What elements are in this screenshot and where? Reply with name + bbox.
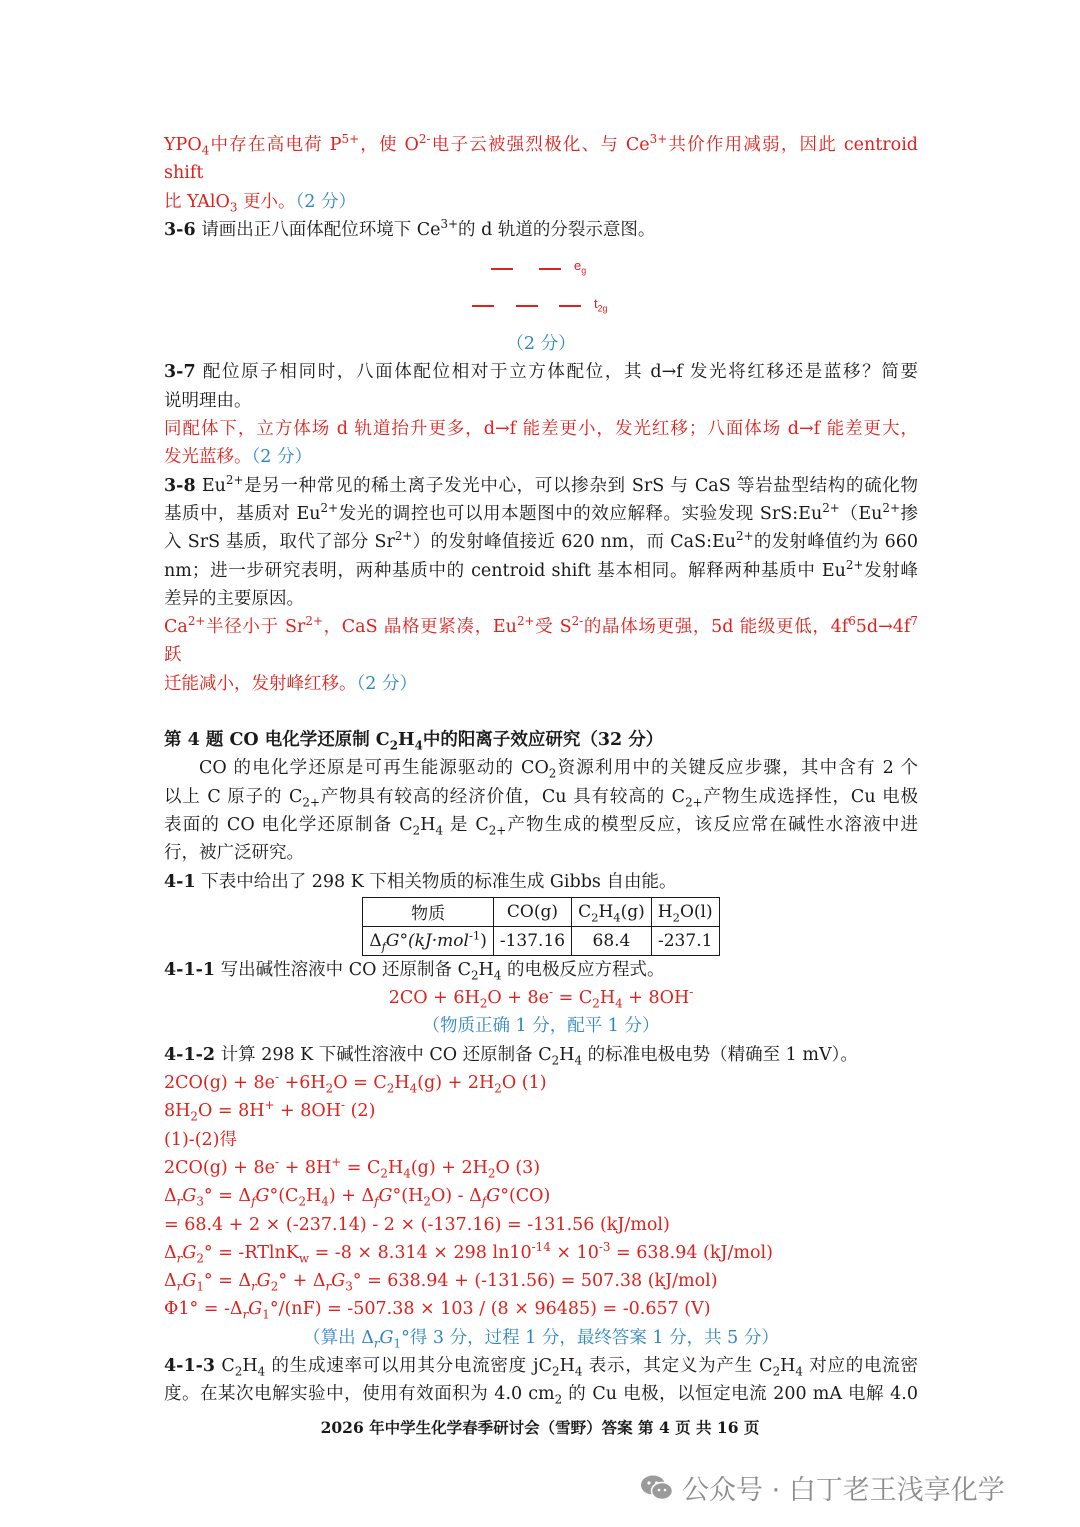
answer-3-8-line2: 迁能减小，发射峰红移。（2 分） xyxy=(164,673,417,694)
t2g-level-2 xyxy=(516,305,538,307)
question-3-6: 3-6 请画出正八面体配位环境下 $Ce^{3+}$的 d 轨道的分裂示意图。 xyxy=(164,217,656,240)
question-4-1-2: 4-1-2 计算 298 K 下碱性溶液中 CO 还原制备 $C_2H_4$ 的标准电极电势（精确至 1 mV）。 xyxy=(164,1044,858,1068)
eg-level-1 xyxy=(491,268,513,270)
score-4-1-2: （算出 $\Delta_rG_1^\circ$得 3 分，过程 1 分，最终答案 1 分，共 5 分） xyxy=(303,1327,779,1351)
answer-3-7-line1: 同配体下，立方体场 d 轨道抬升更多，d→f 能差更小，发光红移；八面体场 d→f 能差更大， xyxy=(164,419,918,440)
score-4-1-1: （物质正确 1 分，配平 1 分） xyxy=(422,1016,660,1037)
wechat-icon xyxy=(640,1474,674,1502)
question-4-intro-line2: 以上 C 原子的 $C_{2+}$产物具有较高的经济价值，Cu 具有较高的 $C_{2+}$产物生成选择性，Cu 电极 xyxy=(164,786,918,810)
question-4-intro-line1: CO 的电化学还原是可再生能源驱动的 $CO_2$资源利用中的关键反应步骤，其中含有 2 个 xyxy=(199,758,918,781)
table-cell: -137.16 xyxy=(493,926,571,955)
question-4-intro-line4: 行，被广泛研究。 xyxy=(164,843,304,864)
t2g-level-3 xyxy=(559,305,581,307)
question-4-1-3-line1: 4-1-3 $C_2H_4$ 的生成速率可以用其分电流密度 $jC_2H_4$ 表示，其定义为产生 $C_2H_4$ 对应的电流密 xyxy=(164,1355,919,1379)
question-4-1-1: 4-1-1 写出碱性溶液中 CO 还原制备 $C_2H_4$ 的电极反应方程式。 xyxy=(164,959,665,983)
question-3-8-line1: 3-8 $Eu^{2+}$是另一种常见的稀土离子发光中心，可以掺杂到 SrS 与 CaS 等岩盐型结构的硫化物 xyxy=(164,472,918,496)
table-cell: -237.1 xyxy=(651,926,719,955)
question-4-1-3-line2: 度。在某次电解实验中，使用有效面积为 4.0 $cm_2$ 的 Cu 电极，以恒定电流 200 mA 电解 4.0 xyxy=(164,1384,918,1407)
document-body xyxy=(164,131,918,1409)
table-header-cell: $C_2H_4(g)$ xyxy=(572,897,652,926)
score-label: （2 分） xyxy=(295,191,356,212)
question-4-title: 第 4 题 CO 电化学还原制 $C_2H_4$中的阳离子效应研究（32 分） xyxy=(164,730,664,753)
table-header-cell: $H_2O(l)$ xyxy=(651,897,719,926)
watermark-text: 公众号 · 白丁老王浅享化学 xyxy=(682,1475,1005,1506)
question-4-intro-line3: 表面的 CO 电化学还原制备 $C_2H_4$ 是 $C_{2+}$产物生成的模型反应，该反应常在碱性水溶液中进 xyxy=(164,814,918,838)
answer-4-1-1-equation: $2CO + 6H_2O + 8e^- = C_2H_4 + 8OH^-$ xyxy=(388,985,694,1011)
t2g-label: $t_{2g}$ xyxy=(594,296,608,314)
table-cell: $\Delta_fG^\circ(kJ\cdot mol^{-1})$ xyxy=(363,926,493,955)
answer-4-1-2-line5: $\Delta_rG_3^\circ = \Delta_fG^\circ(C_2H_4) + \Delta_fG^\circ(H_2O) - \Delta_fG^\circ(CO)$ xyxy=(164,1186,551,1209)
eg-label: $e_g$ xyxy=(574,258,587,276)
answer-4-1-2-line7: $\Delta_rG_2^\circ = -RTlnK_w = -8 \times 8.314 \times 298$ $\ln 10^{-14} \times 10^{-3} = 638.94$ (kJ/mol) xyxy=(164,1239,773,1266)
d-orbital-splitting-diagram xyxy=(164,244,918,330)
question-3-8-line2: 基质中，基质对 $Eu^{2+}$发光的调控也可以用本题图中的效应解释。实验发现 $SrS:Eu^{2+}(Eu^{2+}$掺 xyxy=(164,501,919,524)
question-3-8-line4: nm；进一步研究表明，两种基质中的 centroid shift 基本相同。解释两种基质中 $Eu^{2+}$发射峰 xyxy=(164,557,919,581)
answer-4-1-2-line6: = 68.4 + 2 × (-237.14) - 2 × (-137.16) = -131.56 (kJ/mol) xyxy=(164,1214,670,1235)
table-header-cell: 物质 xyxy=(363,897,493,926)
question-3-7-line1: 3-7 配位原子相同时，八面体配位相对于立方体配位，其 d→f 发光将红移还是蓝移？简要 xyxy=(164,362,918,383)
answer-4-1-2-line9: $\Phi 1^\circ = -\Delta_rG_1^\circ/(nF) = -507.38 \times 103 / (8 \times 96485) = -0.657$ (V) xyxy=(164,1299,711,1322)
question-3-7-line2: 说明理由。 xyxy=(164,390,252,411)
table-header-row xyxy=(363,897,719,926)
watermark xyxy=(640,1468,1005,1507)
question-3-8-line5: 差异的主要原因。 xyxy=(164,588,304,609)
answer-3-8-line1: $Ca^{2+}$半径小于 $Sr^{2+}$，CaS 晶格更紧凑，$Eu^{2+}$受 $S^{2-}$的晶体场更强，5d 能级更低，$4f^65d\to 4f^7$ 跃 xyxy=(164,614,918,666)
t2g-level-1 xyxy=(472,305,494,307)
page-footer: 2026 年中学生化学春季研讨会（雪野）答案 第 4 页 共 16 页 xyxy=(320,1418,760,1437)
answer-3-7-line2: 发光蓝移。（2 分） xyxy=(164,447,312,468)
answer-4-1-2-line3: (1)-(2)得 xyxy=(164,1129,237,1150)
score-label: （2 分） xyxy=(356,673,417,694)
eg-level-2 xyxy=(539,268,561,270)
answer-3-5-line2: 比 YAlO$_3$ 更小。（2 分） xyxy=(164,191,356,215)
answer-4-1-2-line8: $\Delta_rG_1^\circ = \Delta_rG_2^\circ + \Delta_rG_3^\circ = 638.94 + (-131.56) = 507.38$ (kJ/mol) xyxy=(164,1271,718,1294)
table-header-cell: CO(g) xyxy=(493,897,571,926)
table-row xyxy=(363,926,719,955)
table-cell: 68.4 xyxy=(572,926,652,955)
question-3-8-line3: 入 SrS 基质，取代了部分 $Sr^{2+}$）的发射峰值接近 620 nm，而 $CaS:Eu^{2+}$的发射峰值约为 660 xyxy=(164,529,918,553)
score-3-6: （2 分） xyxy=(506,334,576,355)
question-4-1: 4-1 下表中给出了 298 K 下相关物质的标准生成 Gibbs 自由能。 xyxy=(164,871,677,892)
answer-4-1-2-line1: $2CO(g) + 8e^- +6H_2O = C_2H_4(g) + 2H_2O$ (1) xyxy=(164,1070,547,1096)
gibbs-energy-table xyxy=(362,897,719,956)
answer-4-1-2-line2: $8H_2O = 8H^+ + 8OH^-$ (2) xyxy=(164,1098,376,1124)
answer-3-5-line1: $YPO_4$中存在高电荷 $P^{5+}$，使 $O^{2-}$电子云被强烈极化、与 $Ce^{3+}$共价作用减弱，因此 centroid shift xyxy=(164,132,918,184)
answer-4-1-2-line4: $2CO(g) + 8e^- + 8H^+ = C_2H_4(g) + 2H_2O$ (3) xyxy=(164,1155,541,1181)
score-label: （2 分） xyxy=(251,447,312,468)
